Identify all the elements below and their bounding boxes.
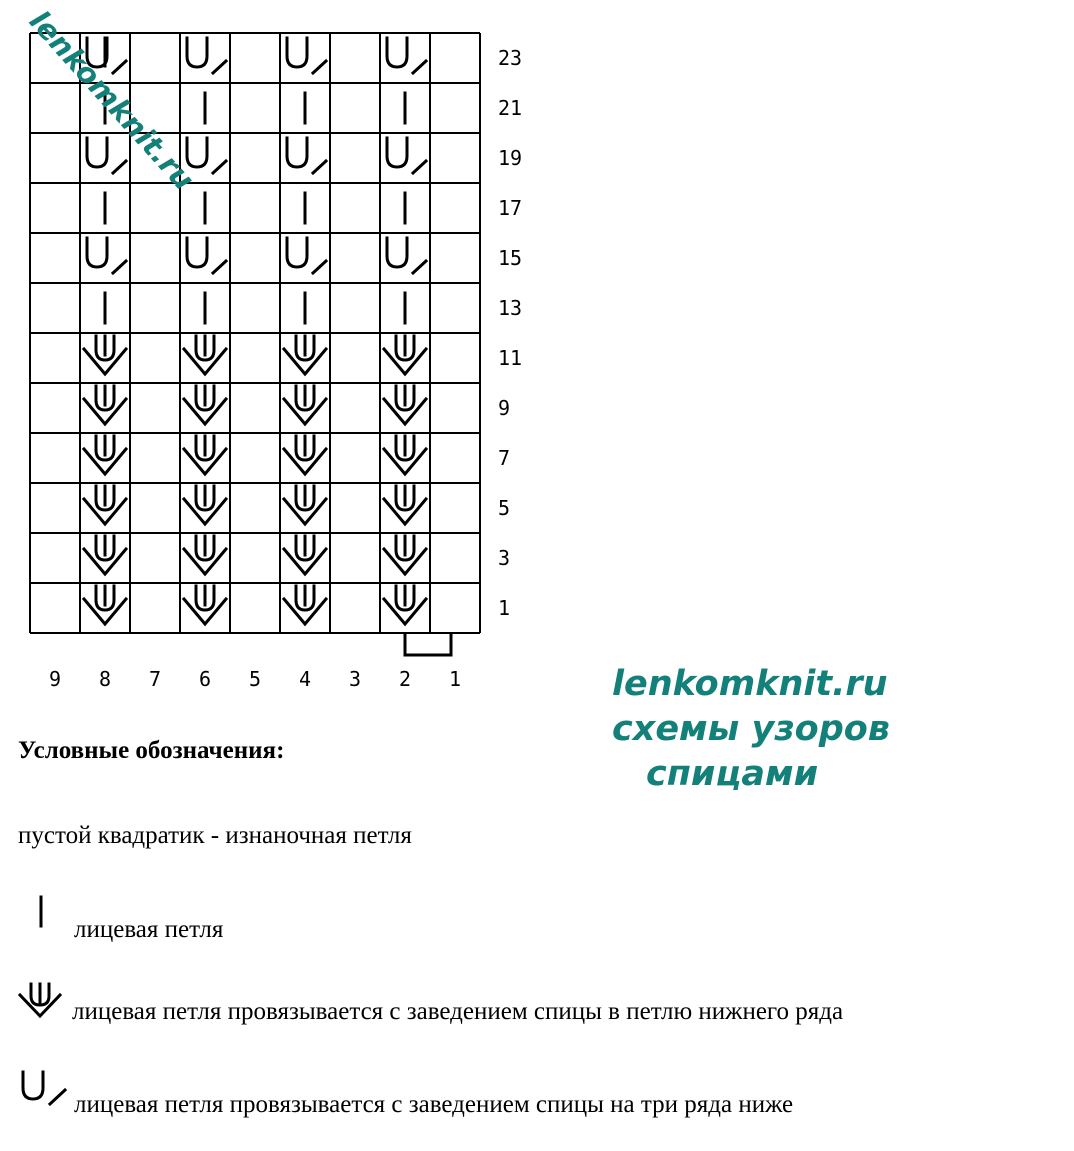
row-label: 7 (498, 446, 511, 470)
knit-three-below-symbol (87, 138, 126, 173)
column-label: 9 (48, 667, 62, 691)
knit-below-symbol (84, 586, 126, 624)
knit-below-symbol (384, 536, 426, 574)
knit-below-symbol (184, 536, 226, 574)
column-label: 4 (298, 667, 312, 691)
brand-line-2: спицами (646, 754, 819, 794)
knit-below-symbol (84, 436, 126, 474)
column-label: 1 (448, 667, 462, 691)
row-label: 9 (498, 396, 511, 420)
knit-below-symbol (184, 586, 226, 624)
knit-below-symbol (284, 586, 326, 624)
knit-below-symbol (84, 486, 126, 524)
row-label: 19 (498, 146, 523, 170)
row-label: 15 (498, 246, 523, 270)
knit-below-symbol (384, 436, 426, 474)
knit-below-symbol (384, 586, 426, 624)
knit-stitch-icon (30, 893, 54, 933)
watermark: lenkomknit.ru (22, 3, 201, 197)
column-label: 6 (198, 667, 212, 691)
knit-three-below-symbol (187, 38, 226, 73)
knit-below-symbol (284, 486, 326, 524)
knit-below-symbol (284, 536, 326, 574)
brand-line-1: схемы узоров (612, 709, 890, 749)
knit-below-icon (16, 980, 68, 1020)
legend-item-knit: лицевая петля (74, 916, 224, 943)
knit-three-below-symbol (387, 238, 426, 273)
row-label: 3 (498, 546, 511, 570)
knit-below-symbol (284, 386, 326, 424)
column-label: 7 (148, 667, 162, 691)
knit-three-below-symbol (387, 38, 426, 73)
row-label: 17 (498, 196, 523, 220)
column-label: 5 (248, 667, 262, 691)
knit-three-below-symbol (187, 238, 226, 273)
knit-three-below-symbol (287, 38, 326, 73)
row-label: 11 (498, 346, 523, 370)
column-label: 3 (348, 667, 362, 691)
knit-below-symbol (84, 386, 126, 424)
knit-below-symbol (284, 436, 326, 474)
knit-three-below-symbol (87, 238, 126, 273)
knit-below-symbol (184, 336, 226, 374)
knit-below-symbol (84, 336, 126, 374)
knit-below-symbol (284, 336, 326, 374)
knit-three-below-icon (18, 1068, 70, 1112)
legend-item-knit-three-below: лицевая петля провязывается с заведением спицы на три ряда ниже (74, 1091, 794, 1118)
knit-three-below-symbol (387, 138, 426, 173)
column-labels (49, 667, 461, 691)
row-label: 1 (498, 596, 511, 620)
knit-below-symbol (384, 336, 426, 374)
repeat-bracket (405, 634, 451, 655)
column-label: 8 (98, 667, 112, 691)
legend-title: Условные обозначения: (18, 737, 285, 764)
column-label: 2 (398, 667, 412, 691)
row-label: 5 (498, 496, 511, 520)
brand-caption (612, 662, 890, 797)
knit-below-symbol (184, 386, 226, 424)
knit-below-symbol (184, 486, 226, 524)
knit-below-symbol (184, 436, 226, 474)
row-labels (498, 46, 522, 620)
row-label: 23 (498, 46, 523, 70)
legend-item-empty: пустой квадратик - изнаночная петля (18, 822, 412, 849)
knit-below-symbol (384, 386, 426, 424)
knit-below-symbol (384, 486, 426, 524)
knit-three-below-symbol (287, 238, 326, 273)
legend-item-knit-below: лицевая петля провязывается с заведением спицы в петлю нижнего ряда (72, 998, 844, 1025)
row-label: 13 (498, 296, 523, 320)
row-label: 21 (498, 96, 523, 120)
knit-below-symbol (84, 536, 126, 574)
knit-three-below-symbol (287, 138, 326, 173)
brand-site: lenkomknit.ru (612, 664, 888, 704)
